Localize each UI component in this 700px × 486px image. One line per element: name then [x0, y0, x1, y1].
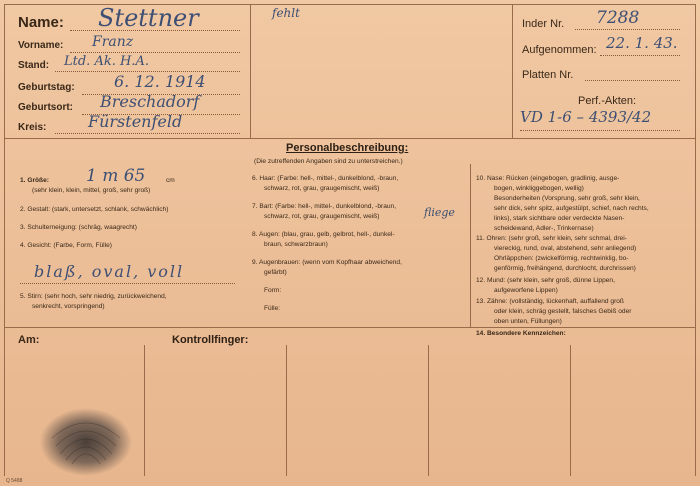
schulter-text: 3. Schulterneigung: (schräg, waagrecht)	[20, 224, 137, 231]
personal-title: Personalbeschreibung:	[286, 142, 409, 154]
fuelle-label: Fülle:	[264, 305, 281, 312]
stand-value: Ltd. Ak. H.A.	[64, 54, 149, 69]
fingerprint-image	[22, 398, 142, 478]
brauen-text-1: 9. Augenbrauen: (wenn vom Kopfhaar abweichend,	[252, 259, 402, 266]
mund-text-2: aufgeworfene Lippen)	[494, 287, 558, 294]
bart-text-1: 7. Bart: (Farbe: hell-, mittel-, dunkelblond, -braun,	[252, 203, 397, 210]
divider	[144, 345, 145, 476]
haar-text-2: schwarz, rot, grau, graugemischt, weiß)	[264, 185, 380, 192]
divider	[4, 327, 696, 328]
geburtstag-label: Geburtstag:	[18, 82, 75, 93]
divider	[4, 4, 5, 476]
personal-subtitle: (Die zutreffenden Angaben sind zu unterstreichen.)	[254, 158, 403, 165]
vorname-value: Franz	[92, 34, 134, 50]
divider	[250, 4, 251, 138]
gesicht-value: blaß, oval, voll	[34, 262, 185, 281]
kreis-label: Kreis:	[18, 122, 47, 133]
form-label: Form:	[264, 287, 282, 294]
platten-label: Platten Nr.	[522, 69, 574, 81]
bart-text-2: schwarz, rot, grau, graugemischt, weiß)	[264, 213, 380, 220]
platten-underline	[585, 80, 680, 81]
nase-text-5: links), stark sichtbare oder verdeckte Nasen-	[494, 215, 625, 222]
vorname-underline	[70, 52, 240, 53]
nase-text-1: 10. Nase: Rücken (eingebogen, gradlinig, ausge-	[476, 175, 620, 182]
zaehne-text-3: oben unten, Füllungen)	[494, 318, 562, 325]
gesicht-underline	[20, 283, 235, 284]
middle-note: fehlt	[272, 6, 300, 20]
index-underline	[575, 29, 680, 30]
divider	[512, 4, 513, 138]
geburtstag-value: 6. 12. 1914	[114, 72, 206, 91]
mund-text-1: 12. Mund: (sehr klein, sehr groß, dünne Lippen,	[476, 277, 615, 284]
augen-text-2: braun, schwarzbraun)	[264, 241, 328, 248]
zaehne-text-2: oder klein, schräg gestellt, falsches Gebiß oder	[494, 308, 632, 315]
nase-text-4: sehr dick, sehr spitz, aufgestülpt, schief, nach rechts,	[494, 205, 649, 212]
name-value: Stettner	[98, 4, 199, 32]
divider	[4, 138, 696, 139]
aufgenommen-underline	[600, 55, 680, 56]
brauen-text-2: gefärbt)	[264, 269, 287, 276]
divider	[470, 164, 471, 327]
kreis-underline	[55, 133, 240, 134]
index-label: Inder Nr.	[522, 18, 565, 30]
vorname-label: Vorname:	[18, 40, 64, 51]
divider	[428, 345, 429, 476]
aufgenommen-value: 22. 1. 43.	[606, 34, 678, 52]
divider	[570, 345, 571, 476]
name-underline	[70, 30, 240, 31]
ohren-text-1: 11. Ohren: (sehr groß, sehr klein, sehr schmal, drei-	[476, 235, 627, 242]
nase-text-3: Besonderheiten (Vorsprung, sehr groß, sehr klein,	[494, 195, 640, 202]
am-label: Am:	[18, 334, 40, 346]
groesse-label: 1. Größe:	[20, 177, 49, 184]
augen-text-1: 8. Augen: (blau, grau, gelb, gelbrot, hell-, dunkel-	[252, 231, 395, 238]
groesse-unit: cm	[166, 177, 175, 184]
groesse-value: 1 m 65	[86, 166, 146, 186]
divider	[286, 345, 287, 476]
name-label: Name:	[18, 14, 64, 31]
gesicht-text: 4. Gesicht: (Farbe, Form, Fülle)	[20, 242, 112, 249]
stirn-text-2: senkrecht, vorspringend)	[32, 303, 105, 310]
zaehne-text-1: 13. Zähne: (vollständig, lückenhaft, auffallend groß	[476, 298, 624, 305]
ohren-text-4: genförmig, freihängend, durchlocht, durchrissen)	[494, 265, 636, 272]
index-value: 7288	[596, 8, 640, 28]
bart-value: fliege	[424, 206, 455, 219]
nase-text-2: bogen, winkliggebogen, wellig)	[494, 185, 584, 192]
besondere-label: 14. Besondere Kennzeichen:	[476, 330, 566, 337]
ohren-text-3: Ohrläppchen: (zwickelförmig, rechtwinklig, bo-	[494, 255, 629, 262]
akten-label: Perf.-Akten:	[578, 95, 637, 107]
ohren-text-2: viereckig, rund, oval, abstehend, sehr anliegend)	[494, 245, 637, 252]
haar-text-1: 6. Haar: (Farbe: hell-, mittel-, dunkelblond, -braun,	[252, 175, 399, 182]
geburtsort-value: Breschadorf	[100, 92, 200, 111]
kontroll-label: Kontrollfinger:	[172, 334, 249, 346]
kreis-value: Fürstenfeld	[88, 112, 183, 131]
groesse-text: (sehr klein, klein, mittel, groß, sehr groß)	[32, 187, 151, 194]
nase-text-6: scheidewand, Adler-, Trinkernase)	[494, 225, 594, 232]
akten-value: VD 1-6 – 4393/42	[520, 108, 652, 126]
geburtsort-label: Geburtsort:	[18, 102, 73, 113]
stand-label: Stand:	[18, 60, 50, 71]
stirn-text-1: 5. Stirn: (sehr hoch, sehr niedrig, zurückweichend,	[20, 293, 167, 300]
divider	[695, 4, 696, 476]
akten-underline	[520, 130, 680, 131]
aufgenommen-label: Aufgenommen:	[522, 44, 597, 56]
gestalt-text: 2. Gestalt: (stark, untersetzt, schlank, schwächlich)	[20, 206, 169, 213]
print-code: Q 5488	[6, 478, 23, 484]
